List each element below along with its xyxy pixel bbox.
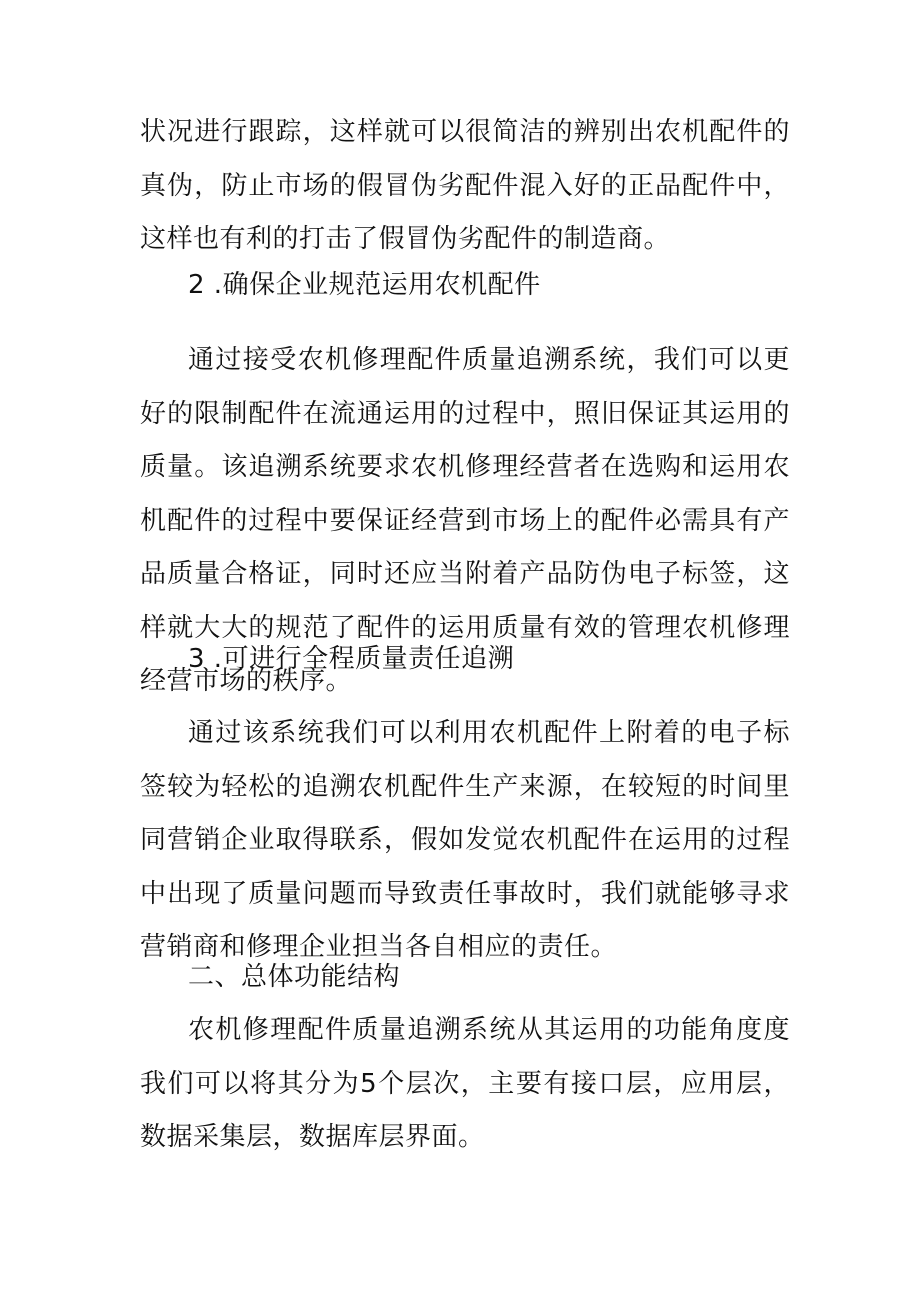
paragraph-authenticity: 状况进行跟踪，这样就可以很简洁的辨别出农机配件的真伪，防止市场的假冒伪劣配件混入好的正品配件中，这样也有利的打击了假冒伪劣配件的制造商。 [140,117,790,254]
paragraph-overall-structure: 农机修理配件质量追溯系统从其运用的功能角度度我们可以将其分为5个层次，主要有接口层，应用层，数据采集层，数据库层界面。 [140,1015,790,1152]
paragraph-standardize-usage: 通过接受农机修理配件质量追溯系统，我们可以更好的限制配件在流通运用的过程中，照旧保证其运用的质量。该追溯系统要求农机修理经营者在选购和运用农机配件的过程中要保证经营到市场上的配件必需具有产品质量合格证，同时还应当附着产品防伪电子标签，这样就大大的规范了配件的运用质量有效的管理农机修理经营市场的秩序。 [140,345,790,696]
heading-full-traceability: 3 .可进行全程质量责任追溯 [188,644,515,674]
paragraph-full-traceability: 通过该系统我们可以利用农机配件上附着的电子标签较为轻松的追溯农机配件生产来源，在较短的时间里同营销企业取得联系，假如发觉农机配件在运用的过程中出现了质量问题而导致责任事故时，我们就能够寻求营销商和修理企业担当各自相应的责任。 [140,718,790,962]
section-title-overall-structure: 二、总体功能结构 [188,962,401,992]
heading-standardize-usage: 2 .确保企业规范运用农机配件 [188,270,541,300]
